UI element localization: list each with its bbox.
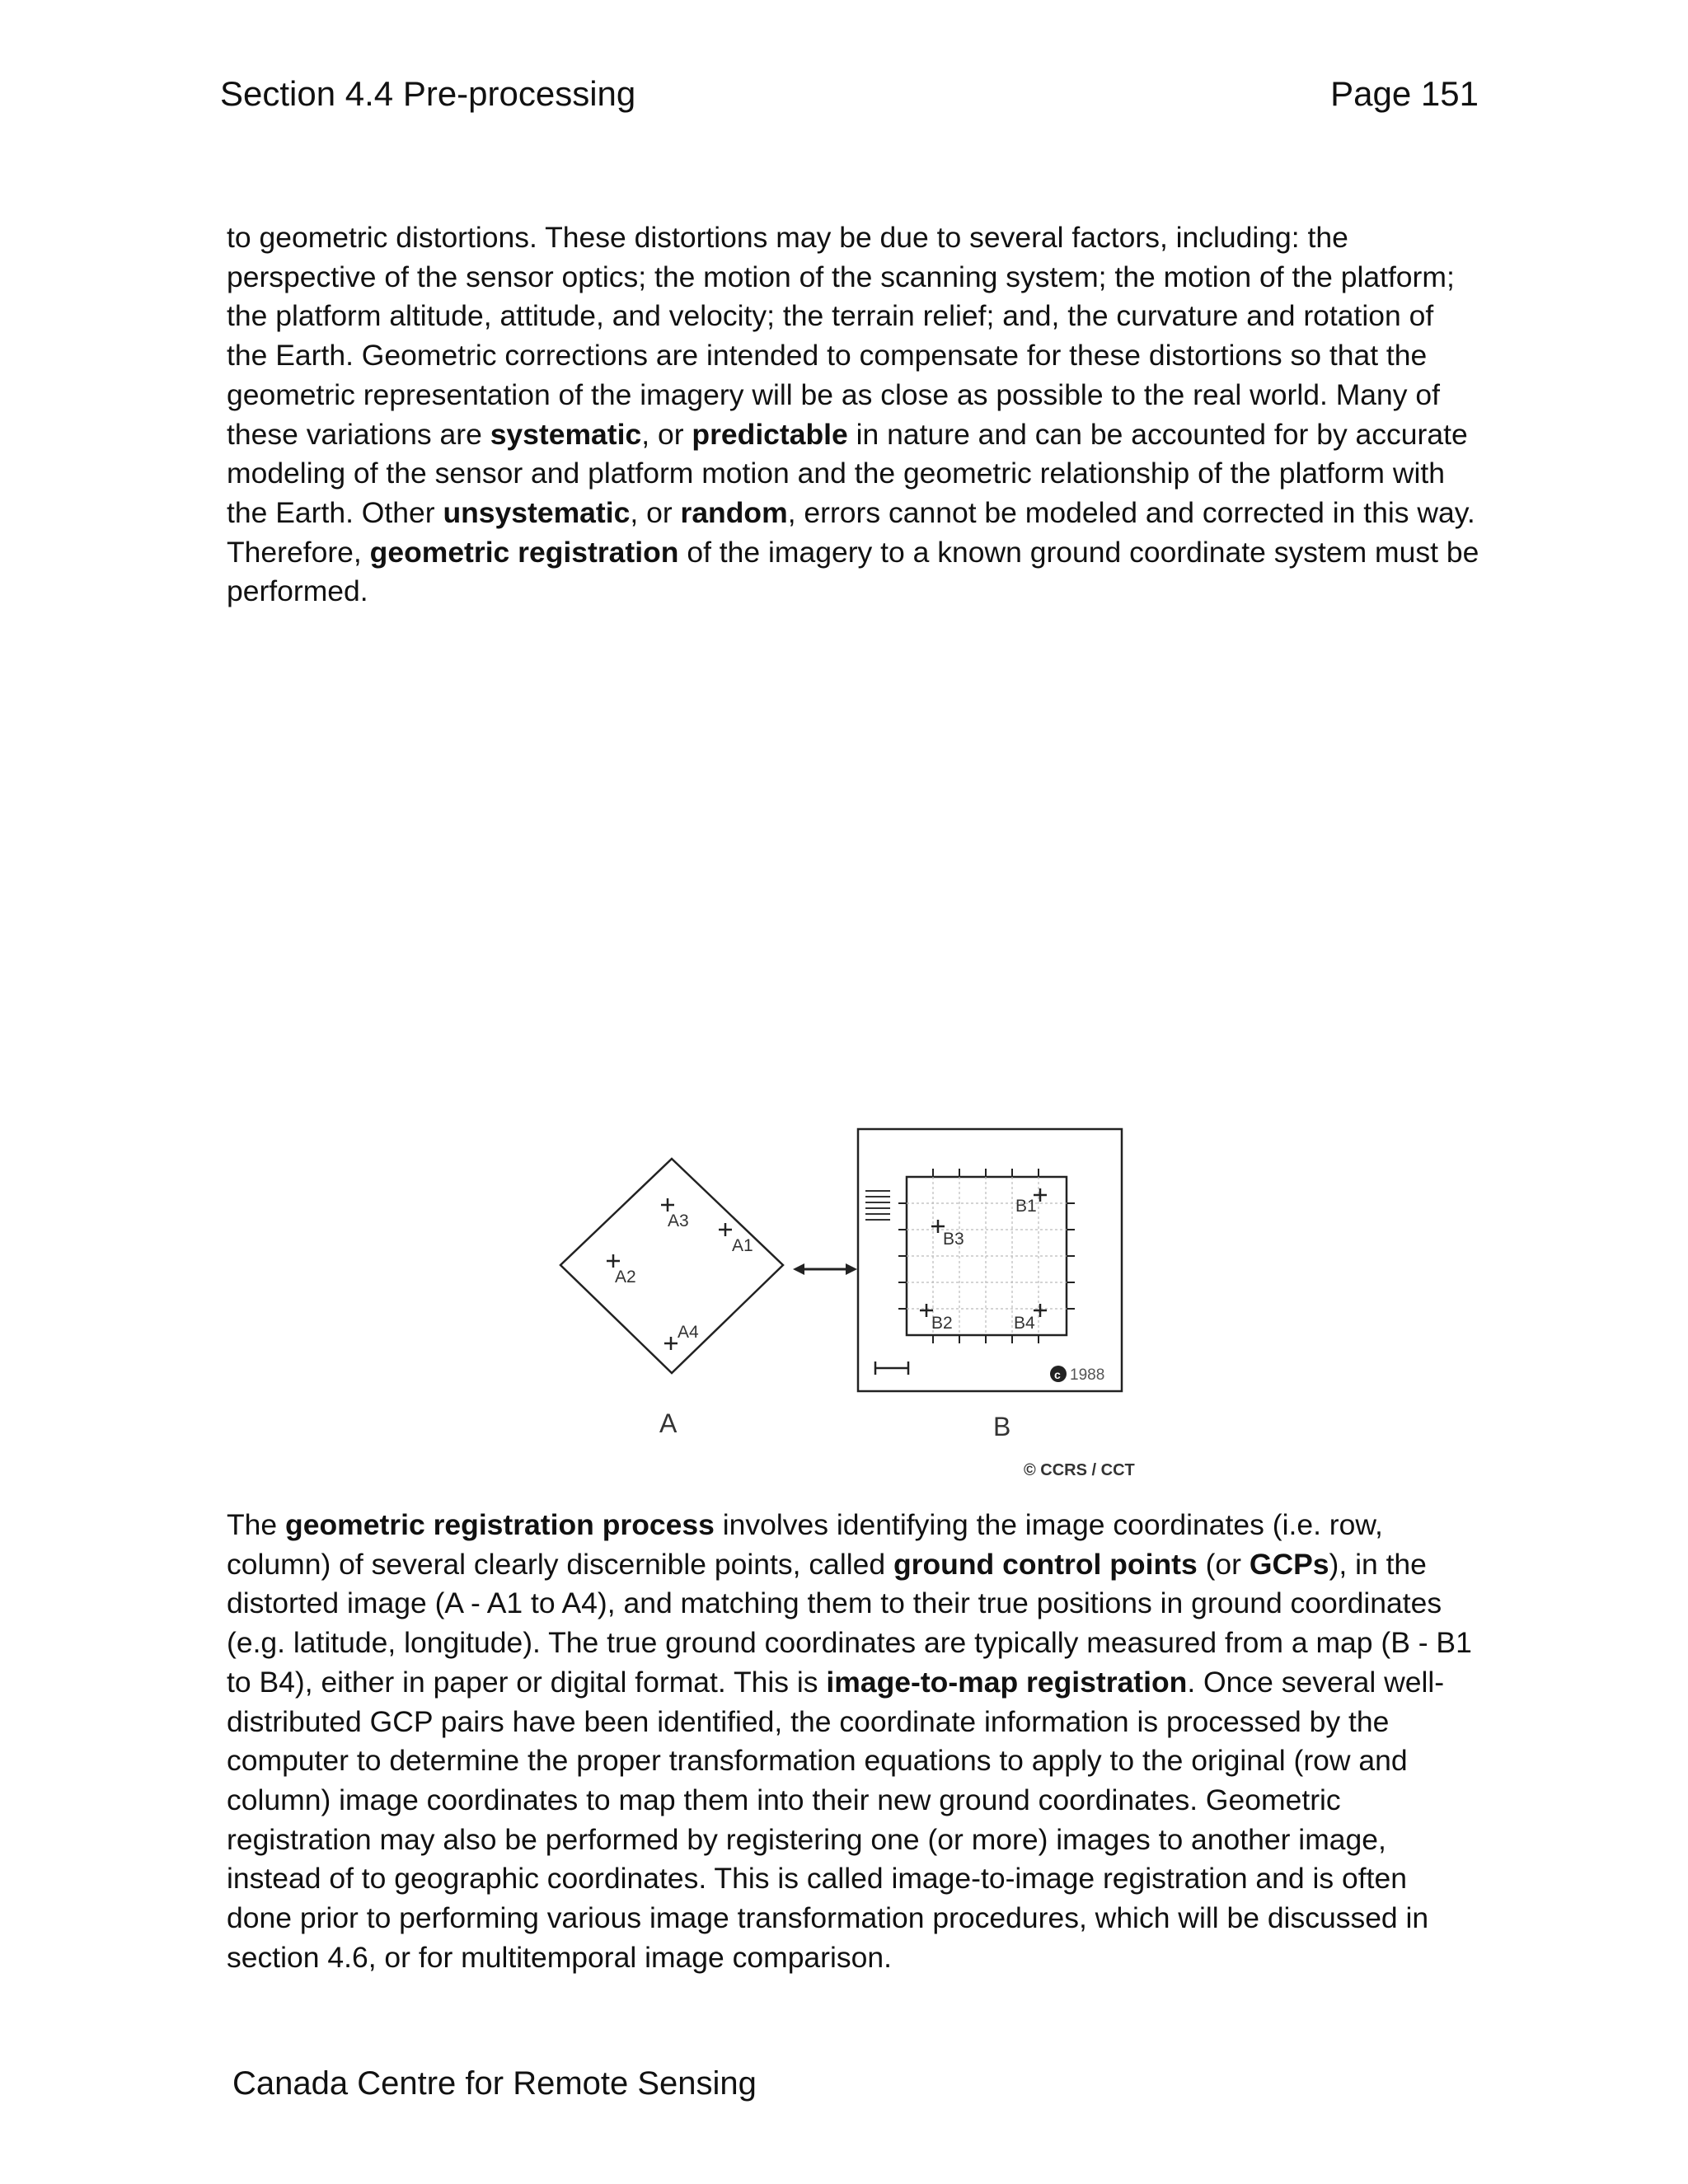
svg-text:B3: B3 [943, 1230, 964, 1249]
double-arrow-icon [793, 1263, 857, 1275]
gcp-a3 [661, 1198, 689, 1230]
term-random: random [680, 495, 788, 529]
scale-bar-icon [875, 1361, 908, 1375]
gcp-b4 [1014, 1304, 1047, 1333]
gcp-a2 [607, 1254, 636, 1286]
gcp-b3 [931, 1220, 964, 1249]
term-ground-control-points: ground control points [893, 1547, 1198, 1581]
svg-text:A2: A2 [615, 1268, 636, 1286]
figure-label-a: A [659, 1408, 678, 1438]
term-geometric-registration-process: geometric registration process [285, 1508, 715, 1541]
term-image-to-map-registration: image-to-map registration [826, 1665, 1188, 1699]
term-geometric-registration: geometric registration [369, 535, 679, 569]
gcp-a1 [719, 1223, 753, 1255]
paragraph-distortions: to geometric distortions. These distortions may be due to several factors, including: the perspective of the sensor optics; the motion of the scanning system; the motion of the platform; the platform altitude, attitude, and velocity; the terrain relief; and, the curvature and rotation of the Earth. Geometric corrections are intended to compensate for these distortions so that the geometric representation of the imagery will be as close as possible to the real world. Many of these variations are systematic, or predictable in nature and can be accounted for by accurate modeling of the sensor and platform motion and the geometric relationship of the platform with the Earth. Other unsystematic, or random, errors cannot be modeled and corrected in this way. Therefore, geometric registration of the imagery to a known ground coordinate system must be performed. [227, 221, 1479, 608]
gcp-b1 [1015, 1188, 1047, 1216]
footer-organization: Canada Centre for Remote Sensing [232, 2065, 757, 2102]
gcp-b2 [920, 1304, 953, 1333]
registration-figure [552, 1104, 1162, 1483]
svg-text:B1: B1 [1015, 1197, 1037, 1216]
svg-text:A1: A1 [732, 1236, 753, 1255]
svg-text:B2: B2 [931, 1314, 953, 1333]
term-predictable: predictable [692, 417, 848, 451]
svg-text:A4: A4 [678, 1323, 699, 1342]
gcp-a4 [664, 1323, 699, 1350]
section-header: Section 4.4 Pre-processing [220, 74, 636, 113]
term-systematic: systematic [490, 417, 642, 451]
map-legend-lines-icon [865, 1191, 890, 1220]
svg-text:A3: A3 [668, 1212, 689, 1230]
map-copyright-mark [1050, 1366, 1104, 1384]
figure-copyright: © CCRS / CCT [1024, 1461, 1135, 1479]
svg-text:B4: B4 [1014, 1314, 1035, 1333]
page-number: Page 151 [1330, 74, 1479, 113]
term-unsystematic: unsystematic [443, 495, 631, 529]
svg-text:1988: 1988 [1070, 1366, 1105, 1384]
paragraph-registration-process: The geometric registration process involves identifying the image coordinates (i.e. row, column) of several clearly discernible points, called ground control points (or GCPs), in the distorted image (A - A1 to A4), and matching them to their true positions in ground coordinates (e.g. latitude, longitude). The true ground coordinates are typically measured from a map (B - B1 to B4), either in paper or digital format. This is image-to-map registration. Once several well-distributed GCP pairs have been identified, the coordinate information is processed by the computer to determine the proper transformation equations to apply to the original (row and column) image coordinates to map them into their new ground coordinates. Geometric registration may also be performed by registering one (or more) images to another image, instead of to geographic coordinates. This is called image-to-image registration and is often done prior to performing various image transformation procedures, which will be discussed in section 4.6, or for multitemporal image comparison. [227, 1508, 1472, 1974]
term-gcps: GCPs [1249, 1547, 1329, 1581]
map-frame [858, 1129, 1122, 1391]
figure-label-b: B [993, 1412, 1011, 1441]
svg-text:c: c [1054, 1368, 1061, 1381]
